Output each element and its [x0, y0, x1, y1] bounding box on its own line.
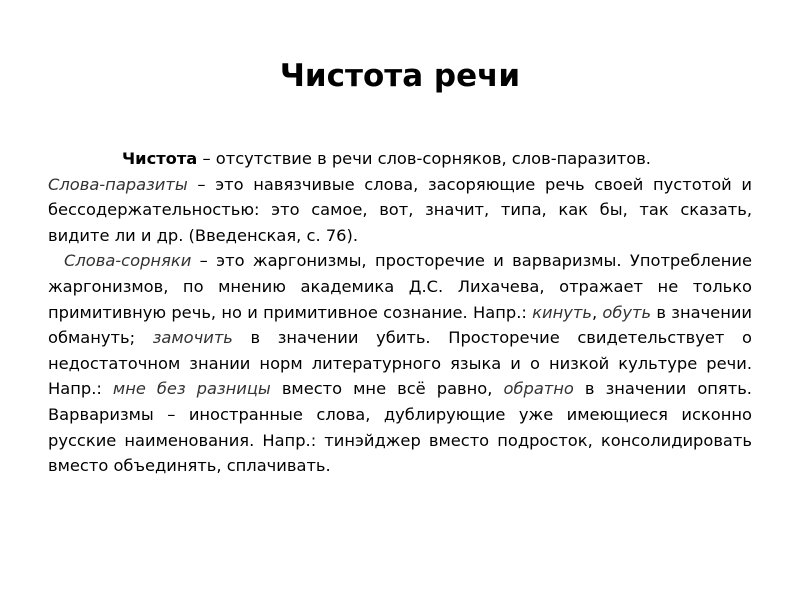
paragraph-definition	[48, 146, 752, 172]
paragraph-slova-sornyaki	[48, 248, 752, 478]
term-slova-parazity: Слова-паразиты	[48, 174, 188, 194]
example-obut: обуть	[602, 302, 652, 322]
term-chistota: Чистота	[122, 149, 198, 168]
sornyaki-text-4: в значении убить. Просторечие свидетельствует о недостаточном знании норм литературного языка и о низкой культуре речи. Напр.:	[48, 328, 752, 399]
paragraph-slova-parazity	[48, 172, 752, 249]
example-kinut: кинуть	[532, 302, 592, 322]
example-obratno: обратно	[503, 379, 574, 399]
term-slova-sornyaki: Слова-сорняки	[64, 251, 192, 271]
slova-parazity-text: – это навязчивые слова, засоряющие речь своей пустотой и бессодержательностью: это самое, вот, значит, типа, как бы, так сказать, видите ли и др. (Введенская, с. 76).	[48, 174, 752, 245]
sornyaki-text-2: ,	[591, 302, 603, 322]
definition-text: – отсутствие в речи слов-сорняков, слов-паразитов.	[197, 149, 651, 168]
sornyaki-text-1: – это жаргонизмы, просторечие и варваризмы. Употребление жаргонизмов, по мнению академика Д.С. Лихачева, отражает не только примитивную речь, но и примитивное сознание. Напр.:	[48, 251, 752, 322]
slide-title: Чистота речи	[279, 58, 521, 94]
sornyaki-text-6: в значении опять. Варваризмы – иностранные слова, дублирующие уже имеющиеся исконно русские наименования. Напр.: тинэйджер вместо подросток, консолидировать вместо объединять, сплачивать.	[48, 379, 752, 476]
example-mne-bez-raznitsy: мне без разницы	[112, 379, 271, 399]
sornyaki-text-5: вместо мне всё равно,	[270, 379, 504, 399]
slide-body	[48, 146, 752, 479]
example-zamochit: замочить	[152, 328, 233, 348]
sornyaki-text-3: в значении обмануть;	[48, 302, 753, 348]
